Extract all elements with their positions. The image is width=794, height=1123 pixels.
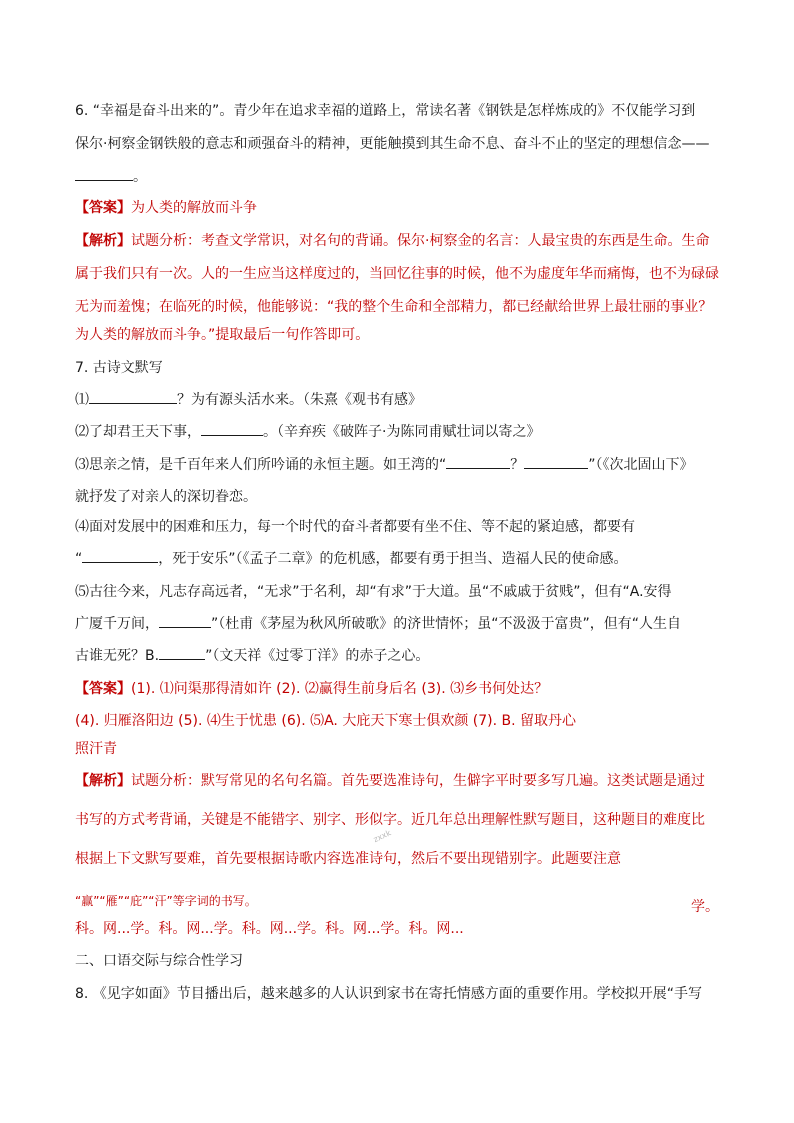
question-7-title: 7. 古诗文默写 [75, 360, 163, 376]
question-7-analysis-4: “赢”“雁”“庇”“汗”等字词的书写。 [75, 894, 257, 908]
answer-blank [446, 454, 510, 469]
question-6-analysis-2: 属于我们只有一次。人的一生应当这样度过的，当回忆往事的时候，他不为虚度年华而痛悔，也不为碌碌 [75, 266, 719, 282]
part-number: ⑴ [75, 392, 89, 408]
question-6-analysis-1 [75, 230, 709, 252]
period: 。 [133, 169, 147, 185]
answer-blank [159, 645, 205, 660]
part-text: ⑶思亲之情，是千百年来人们所吟诵的永恒主题。如王湾的“ [75, 457, 447, 473]
question-7-analysis-3: 根据上下文默写要难，首先要根据诗歌内容选准诗句，然后不要出现错别字。此题要注意 [75, 851, 621, 867]
analysis-tag: 【解析】 [75, 773, 131, 789]
question-6-line-3 [75, 166, 147, 188]
question-7-part-5-line-1: ⑸古往今来，凡志存高远者，“无求”于名利，却“有求”于大道。虽“不戚戚于贫贱”，但有“A.安得 [75, 584, 672, 600]
answer-tag: 【答案】 [75, 681, 131, 697]
question-7-analysis-4-right: 学。 [691, 899, 719, 915]
part-text: 古谁无死？B. [75, 648, 160, 664]
question-7-part-4-line-1: ⑷面对发展中的困难和压力，每一个时代的奋斗者都要有坐不住、等不起的紧迫感，都要有 [75, 519, 635, 535]
question-7-part-1 [75, 389, 422, 411]
question-6-answer [75, 197, 257, 219]
question-7-part-5-line-2 [75, 613, 681, 635]
part-text: ，死于安乐”（《孟子二章》的危机感，都要有勇于担当、造福人民的使命感。 [158, 551, 628, 567]
answer-blank [524, 454, 588, 469]
question-7-part-3-line-1 [75, 454, 694, 476]
part-text: ？为有源头活水来。（朱熹《观书有感》 [177, 392, 422, 408]
watermark-icon: zxxk [372, 828, 393, 845]
question-6-line-2: 保尔·柯察金钢铁般的意志和顽强奋斗的精神，更能触摸到其生命不息、奋斗不止的坚定的理想信念—— [75, 136, 710, 152]
answer-blank [75, 166, 133, 181]
question-7-part-3-line-2: 就抒发了对亲人的深切眷恋。 [75, 489, 257, 505]
answer-text: 为人类的解放而斗争 [131, 200, 257, 216]
part-text: “ [75, 551, 83, 567]
section-2-title: 二、口语交际与综合性学习 [75, 953, 243, 969]
question-6-analysis-4: 为人类的解放而斗争。”提取最后一句作答即可。 [75, 327, 370, 343]
question-7-analysis-5: 科。网...学。科。网...学。科。网...学。科。网...学。科。网... [75, 921, 464, 937]
answer-blank [82, 548, 158, 563]
answer-text: (1). ⑴问渠那得清如许 (2). ⑵赢得生前身后名 (3). ⑶乡书何处达？ [131, 681, 549, 697]
question-8-line-1: 8. 《见字如面》节目播出后，越来越多的人认识到家书在寄托情感方面的重要作用。学校拟开展“手写 [75, 986, 703, 1002]
part-text: ”（文天祥《过零丁洋》的赤子之心。 [205, 648, 430, 664]
analysis-text: 试题分析：默写常见的名句名篇。首先要选准诗句，生僻字平时要多写几遍。这类试题是通过 [131, 773, 705, 789]
question-7-part-5-line-3 [75, 645, 429, 667]
question-7-answer-2: (4). 归雁洛阳边 (5). ⑷生于忧患 (6). ⑸A. 大庇天下寒士俱欢颜 (7). B. 留取丹心 [75, 713, 577, 729]
question-7-part-2 [75, 421, 540, 443]
question-7-analysis-1 [75, 770, 705, 792]
answer-blank [159, 613, 211, 628]
answer-tag: 【答案】 [75, 200, 131, 216]
answer-blank [201, 421, 263, 436]
part-text: 。（辛弃疾《破阵子·为陈同甫赋壮词以寄之》 [263, 424, 541, 440]
question-7-answer-3: 照汗青 [75, 741, 117, 757]
part-text: ⑵了却君王天下事， [75, 424, 201, 440]
part-text: ”（杜甫《茅屋为秋风所破歌》的济世情怀；虽“不汲汲于富贵”，但有“人生自 [211, 616, 682, 632]
question-7-answer-1 [75, 678, 548, 700]
question-7-part-4-line-2 [75, 548, 628, 570]
analysis-text: 试题分析：考查文学常识，对名句的背诵。保尔·柯察金的名言：人最宝贵的东西是生命。生命 [131, 233, 710, 249]
part-text: ？ [510, 457, 525, 473]
question-6-analysis-3: 无为而羞愧；在临死的时候，他能够说：“我的整个生命和全部精力，都已经献给世界上最壮丽的事业？ [75, 299, 713, 315]
answer-blank [89, 389, 177, 404]
part-text: ”（《次北固山下》 [588, 457, 694, 473]
analysis-tag: 【解析】 [75, 233, 131, 249]
part-text: 广厦千万间， [75, 616, 159, 632]
question-6-line-1: 6. “幸福是奋斗出来的”。青少年在追求幸福的道路上，常读名著《钢铁是怎样炼成的》不仅能学习到 [75, 103, 696, 119]
question-7-analysis-2: 书写的方式考背诵，关键是不能错字、别字、形似字。近几年总出理解性默写题目，这种题目的难度比 [75, 812, 705, 828]
